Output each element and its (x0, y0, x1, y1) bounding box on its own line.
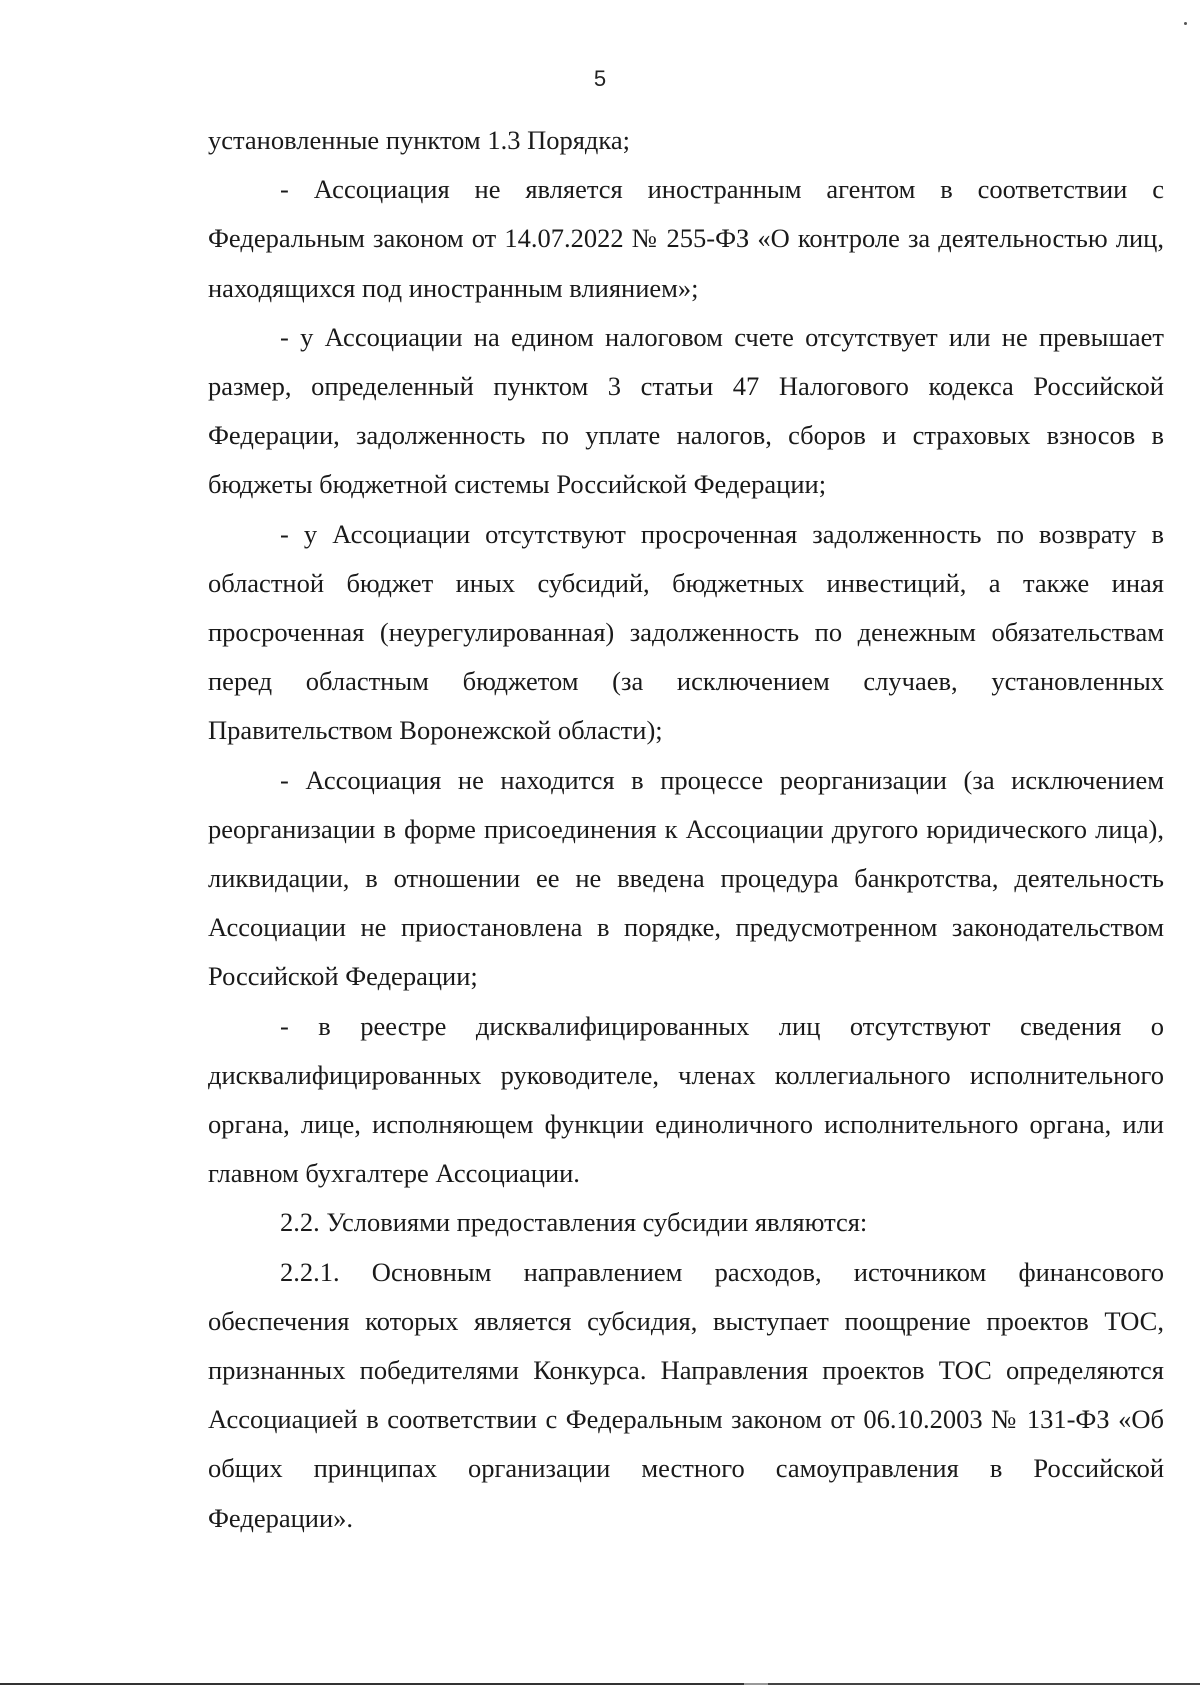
page-number: 5 (593, 66, 607, 91)
paragraph-foreign-agent: - Ассоциация не является иностранным агентом в соответствии с Федеральным законом от 14.07.2022 № 255-ФЗ «О контроле за деятельностью лиц, находящихся под иностранным влиянием»; (208, 174, 1164, 303)
paragraph-reorganization: - Ассоциация не находится в процессе реорганизации (за исключением реорганизации в форме присоединения к Ассоциации другого юридического лица), ликвидации, в отношении ее не введена процедура банкротства, деятельность Ассоциации не приостановлена в порядке, предусмотренном законодательством Российской Федерации; (208, 764, 1164, 992)
document-body (208, 116, 1164, 1543)
paragraph-overdue-debt: - у Ассоциации отсутствуют просроченная задолженность по возврату в областной бюджет иных субсидий, бюджетных инвестиций, а также иная просроченная (неурегулированная) задолженность по денежным обязательствам перед областным бюджетом (за исключением случаев, установленных Правительством Воронежской области); (208, 518, 1164, 746)
paragraph-conditions-heading: 2.2. Условиями предоставления субсидии являются: (280, 1207, 868, 1238)
paragraph-tax-debt: - у Ассоциации на едином налоговом счете отсутствует или не превышает размер, определенный пунктом 3 статьи 47 Налогового кодекса Российской Федерации, задолженность по уплате налогов, сборов и страховых взносов в бюджеты бюджетной системы Российской Федерации; (208, 321, 1164, 500)
paragraph-disqualified-persons: - в реестре дисквалифицированных лиц отсутствуют сведения о дисквалифицированных руководителе, членах коллегиального исполнительного органа, лице, исполняющем функции единоличного исполнительного органа, или главном бухгалтере Ассоциации. (208, 1010, 1164, 1189)
scan-speck (1184, 22, 1187, 25)
paragraph-expense-direction: 2.2.1. Основным направлением расходов, источником финансового обеспечения которых является субсидия, выступает поощрение проектов ТОС, признанных победителями Конкурса. Направления проектов ТОС определяются Ассоциацией в соответствии с Федеральным законом от 06.10.2003 № 131-ФЗ «Об общих принципах организации местного самоуправления в Российской Федерации». (208, 1256, 1164, 1533)
bottom-scan-edge (0, 1683, 1200, 1685)
paragraph-continuation: установленные пунктом 1.3 Порядка; (208, 125, 630, 155)
